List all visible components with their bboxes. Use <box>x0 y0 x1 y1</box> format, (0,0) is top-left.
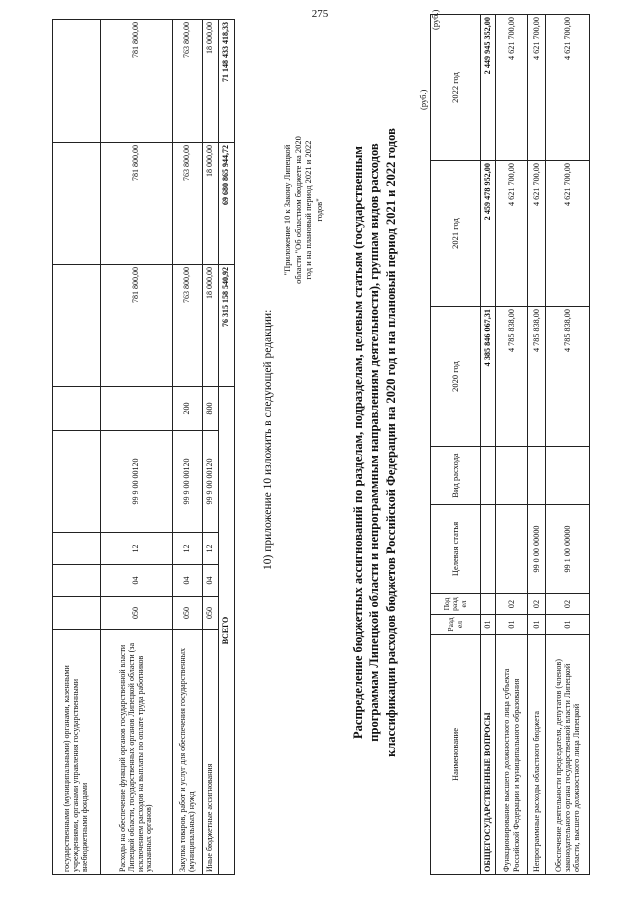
cell-article: 99 1 00 00000 <box>546 505 590 594</box>
cell-podrazdel: 12 <box>203 533 219 565</box>
cell-razdel <box>53 565 101 597</box>
cell-ved <box>53 597 101 630</box>
table-row <box>528 15 546 875</box>
amendment-instruction: 10) приложение 10 изложить в следующей редакции: <box>262 309 274 570</box>
table-row <box>496 15 528 875</box>
row-name: Непрограммные расходы областного бюджета <box>528 635 546 875</box>
row-name: Функционирование высшего должностного лица субъекта Российской Федерации и муниципального образования <box>496 635 528 875</box>
cell-2021: 781 800,00 <box>101 143 173 265</box>
cell-2022: 4 621 700,00 <box>496 15 528 161</box>
cell-2020: 4 785 838,00 <box>528 307 546 447</box>
cell-vid <box>53 387 101 431</box>
cell-vid <box>528 447 546 505</box>
cell-razdel: 04 <box>203 565 219 597</box>
total-row <box>219 20 235 875</box>
header-article: Целевая статья <box>431 505 481 594</box>
cell-razdel: 01 <box>481 615 496 635</box>
cell-article <box>53 431 101 533</box>
cell-2022: 18 000,00 <box>203 20 219 143</box>
budget-allocation-table <box>430 14 590 875</box>
continued-budget-table <box>52 19 235 875</box>
cell-vid <box>101 387 173 431</box>
cell-2021: 4 621 700,00 <box>496 161 528 307</box>
cell-article: 99 9 00 00120 <box>101 431 173 533</box>
cell-razdel: 01 <box>496 615 528 635</box>
total-label: ВСЕГО <box>219 387 235 875</box>
cell-podrazdel <box>53 533 101 565</box>
cell-article: 99 9 00 00120 <box>173 431 203 533</box>
cell-podrazdel: 02 <box>546 594 590 615</box>
cell-vid <box>546 447 590 505</box>
header-podrazdel: Подраздел <box>431 594 481 615</box>
cell-2021: 4 621 700,00 <box>546 161 590 307</box>
cell-podrazdel: 12 <box>101 533 173 565</box>
cell-2021: 763 800,00 <box>173 143 203 265</box>
cell-podrazdel: 02 <box>528 594 546 615</box>
table-row <box>173 20 203 875</box>
table-row <box>53 20 101 875</box>
header-2020: 2020 год <box>431 307 481 447</box>
table-row <box>481 15 496 875</box>
cell-vid: 800 <box>203 387 219 431</box>
cell-razdel: 04 <box>101 565 173 597</box>
total-2020: 76 315 158 540,92 <box>219 265 235 387</box>
document-heading: Распределение бюджетных ассигнований по разделам, подразделам, целевым статьям (государственным программам Липецкой области и непрограммным направлениям деятельности), группам видов расходов классификации расходов бюджетов Российской Федерации на 2020 год и на плановый период 2021 и 2022 годов <box>351 128 398 757</box>
table-row <box>546 15 590 875</box>
cell-2020: 4 385 846 067,31 <box>481 307 496 447</box>
total-2021: 69 680 865 944,72 <box>219 143 235 265</box>
cell-2020: 4 785 838,00 <box>546 307 590 447</box>
cell-ved: 050 <box>101 597 173 630</box>
row-name: Расходы на обеспечение функций органов государственной власти Липецкой области, государственных органов Липецкой области (за исключением расходов на выплаты по оплате труда работников указанных органов) <box>101 630 173 875</box>
cell-podrazdel <box>481 594 496 615</box>
cell-razdel: 01 <box>528 615 546 635</box>
cell-podrazdel: 12 <box>173 533 203 565</box>
cell-article <box>496 505 528 594</box>
cell-razdel: 01 <box>546 615 590 635</box>
cell-2022: 781 800,00 <box>101 20 173 143</box>
cell-2022 <box>53 20 101 143</box>
table-row <box>203 20 219 875</box>
header-razdel: Раздел <box>431 615 481 635</box>
currency-label-table: (руб.) <box>430 9 440 30</box>
page-number: 275 <box>311 8 329 20</box>
row-name: Обеспечение деятельности председателя, депутатов (членов) законодательного органа государственной власти Липецкой области, высшего должностного лица Липецкой <box>546 635 590 875</box>
appendix-caption: "Приложение 10 к Закону Липецкой области "Об областном бюджете на 2020 год и на плановый период 2021 и 2022 годов" <box>282 136 324 284</box>
cell-article: 99 0 00 00000 <box>528 505 546 594</box>
row-name: Иные бюджетные ассигнования <box>203 630 219 875</box>
cell-2020 <box>53 265 101 387</box>
cell-razdel: 04 <box>173 565 203 597</box>
cell-article: 99 9 00 00120 <box>203 431 219 533</box>
cell-vid <box>481 447 496 505</box>
header-2022: 2022 год <box>431 15 481 161</box>
cell-ved: 050 <box>203 597 219 630</box>
cell-2022: 4 621 700,00 <box>546 15 590 161</box>
cell-2021: 18 000,00 <box>203 143 219 265</box>
header-vid: Вид расхода <box>431 447 481 505</box>
row-name: государственными (муниципальными) органами, казенными учреждениями, органами управления государственными внебюджетными фондами <box>53 630 101 875</box>
cell-2020: 763 800,00 <box>173 265 203 387</box>
cell-2020: 781 800,00 <box>101 265 173 387</box>
header-name: Наименование <box>431 635 481 875</box>
cell-2022: 763 800,00 <box>173 20 203 143</box>
header-row <box>431 15 481 875</box>
cell-2022: 2 449 945 352,00 <box>481 15 496 161</box>
cell-2021 <box>53 143 101 265</box>
row-name: Закупка товаров, работ и услуг для обеспечения государственных (муниципальных) нужд <box>173 630 203 875</box>
cell-ved: 050 <box>173 597 203 630</box>
cell-vid <box>496 447 528 505</box>
cell-article <box>481 505 496 594</box>
row-name: ОБЩЕГОСУДАРСТВЕННЫЕ ВОПРОСЫ <box>481 635 496 875</box>
currency-label: (руб.) <box>418 89 428 110</box>
cell-vid: 200 <box>173 387 203 431</box>
cell-2021: 2 459 478 952,00 <box>481 161 496 307</box>
cell-podrazdel: 02 <box>496 594 528 615</box>
header-2021: 2021 год <box>431 161 481 307</box>
total-2022: 71 148 433 418,33 <box>219 20 235 143</box>
cell-2020: 4 785 838,00 <box>496 307 528 447</box>
cell-2020: 18 000,00 <box>203 265 219 387</box>
cell-2021: 4 621 700,00 <box>528 161 546 307</box>
cell-2022: 4 621 700,00 <box>528 15 546 161</box>
table-row <box>101 20 173 875</box>
